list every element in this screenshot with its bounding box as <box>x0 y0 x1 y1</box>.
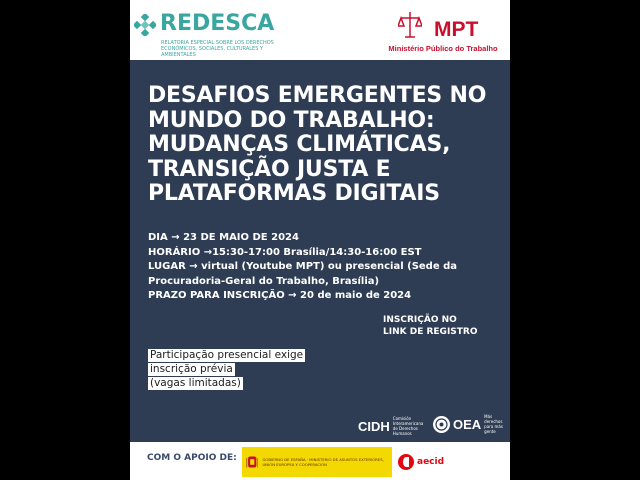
mpt-subtitle: Ministério Público do Trabalho <box>388 44 498 53</box>
aecid-logo <box>396 447 446 477</box>
redesca-emblem-icon <box>134 14 156 36</box>
spain-coat-of-arms-icon <box>246 450 258 474</box>
aecid-emblem-icon <box>398 454 414 470</box>
oea-logo <box>433 414 508 434</box>
support-label: COM O APOIO DE: <box>147 453 237 463</box>
oea-seal-icon <box>433 416 450 433</box>
spain-government-logo <box>242 447 392 477</box>
event-date: DIA → 23 DE MAIO DE 2024 <box>148 232 299 243</box>
note-line3: (vagas limitadas) <box>150 377 241 389</box>
oea-name: OEA <box>453 416 482 432</box>
registration-link-note[interactable] <box>383 314 483 338</box>
event-poster <box>130 0 510 480</box>
event-time: HORÁRIO →15:30-17:00 Brasília/14:30-16:00 EST <box>148 246 422 258</box>
event-location-line2: Procuradoria-Geral do Trabalho, Brasília) <box>148 275 380 287</box>
registration-line1: INSCRIÇÃO NO <box>383 315 457 325</box>
event-details <box>148 231 508 304</box>
mpt-logo <box>388 8 508 58</box>
oea-subtitle: Más derechos para más gente <box>484 414 503 434</box>
aecid-name: aecid <box>417 457 445 467</box>
header-band <box>130 0 510 60</box>
note-line2: inscrição prévia <box>150 363 233 375</box>
cidh-logo <box>358 416 427 436</box>
registration-deadline: PRAZO PARA INSCRIÇÃO → 20 de maio de 2024 <box>148 290 412 301</box>
event-location-line1: LUGAR → virtual (Youtube MPT) ou presencial (Sede da <box>148 261 458 272</box>
note-line1: Participação presencial exige <box>150 349 304 361</box>
cidh-name: CIDH <box>358 418 390 434</box>
in-person-note <box>148 349 305 391</box>
footer-band <box>130 442 510 480</box>
redesca-name: REDESCA <box>160 11 275 36</box>
redesca-subtitle: RELATORIA ESPECIAL SOBRE LOS DERECHOS ECONÓMICOS, SOCIALES, CULTURALES Y AMBIENTALES <box>161 40 274 58</box>
redesca-logo <box>134 12 274 36</box>
spain-government-text: GOBIERNO DE ESPAÑA · MINISTERIO DE ASUNTOS EXTERIORES, UNIÓN EUROPEA Y COOPERACIÓN <box>262 457 384 467</box>
registration-line2: LINK DE REGISTRO <box>383 327 478 337</box>
mpt-name: MPT <box>434 18 479 41</box>
event-title: DESAFIOS EMERGENTES NO MUNDO DO TRABALHO: MUDANÇAS CLIMÁTICAS, TRANSIÇÃO JUSTA E PLATAFORMAS DIGITAIS <box>148 83 487 206</box>
scales-of-justice-icon <box>398 10 422 40</box>
cidh-subtitle: Comisión Interamericana de Derechos Humanos <box>392 416 424 436</box>
